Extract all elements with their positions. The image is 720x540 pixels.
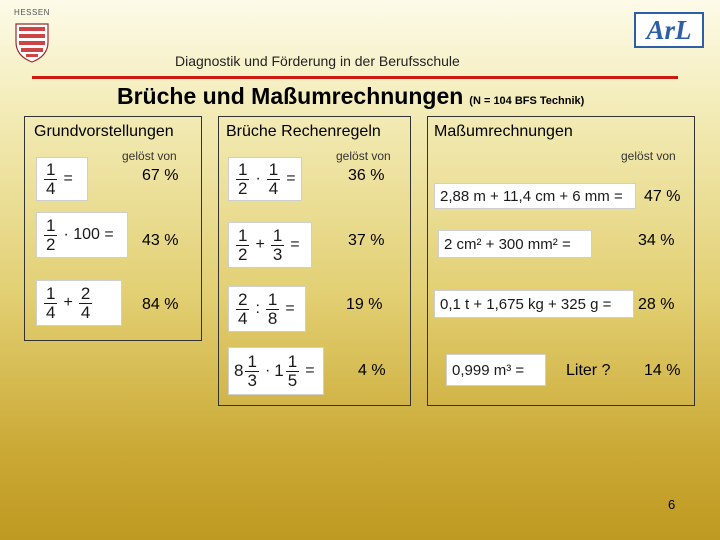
task-expression: 8 $\frac{1}{3}$ · 1 $\frac{1}{5}$ =	[228, 347, 324, 395]
solved-percent: 43 %	[142, 232, 179, 249]
page-number: 6	[668, 497, 676, 512]
panel-heading: Brüche Rechenregeln	[226, 123, 381, 140]
solved-percent: 4 %	[358, 362, 386, 379]
fraction: $\frac{1}{3}$	[272, 225, 283, 264]
task-expression	[434, 183, 636, 209]
solved-percent: 28 %	[638, 296, 675, 313]
solved-label: gelöst von	[336, 149, 391, 163]
solved-percent: 36 %	[348, 167, 385, 184]
task-text: 0,999 m³ =	[452, 361, 525, 379]
fraction: $\frac{1}{2}$	[238, 225, 248, 264]
solved-percent: 19 %	[346, 296, 383, 313]
header-divider	[32, 76, 678, 79]
task-expression: $\frac{1}{2}$ · $\frac{1}{4}$ =	[228, 157, 302, 201]
arl-logo: ArL	[634, 12, 704, 48]
solved-label: gelöst von	[621, 149, 676, 163]
fraction: $\frac{2}{4}$	[80, 283, 91, 322]
fraction: $\frac{1}{3}$	[247, 351, 257, 390]
fraction: $\frac{1}{5}$	[287, 351, 298, 390]
solved-percent: 47 %	[644, 188, 681, 205]
task-expression: $\frac{1}{2}$ + $\frac{1}{3}$ =	[228, 222, 312, 268]
solved-percent: 67 %	[142, 167, 179, 184]
panel-heading: Grundvorstellungen	[34, 123, 174, 140]
task-expression	[446, 354, 546, 386]
task-expression: $\frac{2}{4}$ : $\frac{1}{8}$ =	[228, 286, 306, 332]
title-text: Brüche und Maßumrechnungen	[117, 83, 464, 109]
fraction: $\frac{1}{2}$	[238, 159, 248, 198]
task-expression	[434, 290, 634, 318]
task-expression: $\frac{1}{4}$ + $\frac{2}{4}$	[36, 280, 122, 326]
page-subtitle: Diagnostik und Förderung in der Berufsschule	[175, 53, 460, 69]
fraction: $\frac{1}{4}$	[268, 159, 279, 198]
task-extra-question: Liter ?	[566, 362, 611, 379]
fraction: $\frac{1}{4}$	[46, 283, 56, 322]
solved-percent: 84 %	[142, 296, 179, 313]
solved-label: gelöst von	[122, 149, 177, 163]
fraction: $\frac{1}{8}$	[267, 289, 278, 328]
task-expression: $\frac{1}{4}$ =	[36, 157, 88, 201]
panel-heading: Maßumrechnungen	[434, 123, 573, 140]
task-expression	[438, 230, 592, 258]
task-text: 2,88 m + 11,4 cm + 6 mm =	[440, 187, 623, 205]
fraction: $\frac{2}{4}$	[238, 289, 248, 328]
solved-percent: 34 %	[638, 232, 675, 249]
page-title	[117, 83, 584, 110]
task-text: 0,1 t + 1,675 kg + 325 g =	[440, 295, 612, 313]
fraction: $\frac{1}{4}$	[46, 159, 56, 198]
task-text: 2 cm² + 300 mm² =	[444, 235, 571, 253]
crest-word: HESSEN	[14, 8, 50, 17]
solved-percent: 14 %	[644, 362, 681, 379]
hessen-crest-logo	[10, 8, 54, 64]
fraction: $\frac{1}{2}$	[46, 215, 56, 254]
task-expression: $\frac{1}{2}$ · 100 =	[36, 212, 128, 258]
solved-percent: 37 %	[348, 232, 385, 249]
title-note: (N = 104 BFS Technik)	[469, 95, 585, 107]
